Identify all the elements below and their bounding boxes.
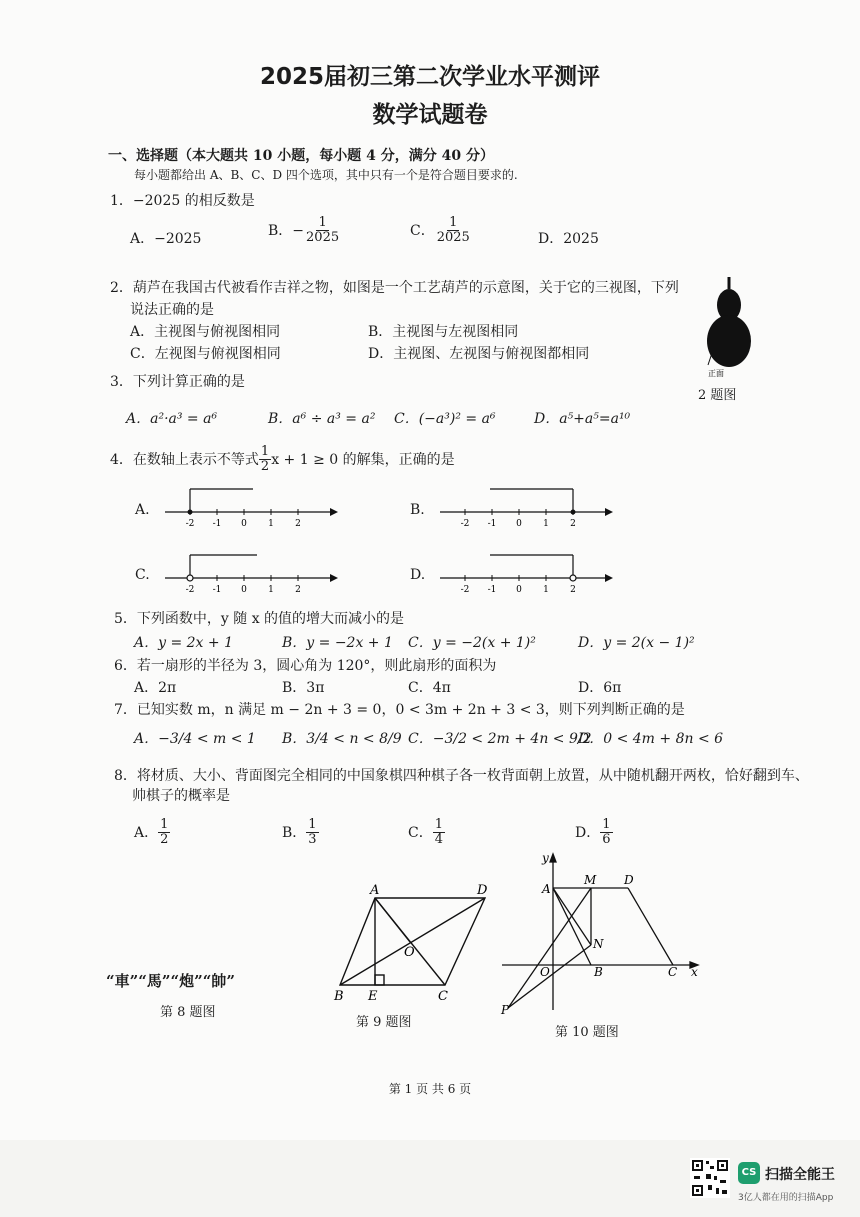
number-line-a: [160, 484, 340, 534]
q7-option-c: C．−3/2 < 2m + 4n < 9/2: [408, 731, 592, 747]
label-o: O: [540, 965, 550, 979]
q2-caption: 2 题图: [698, 388, 737, 403]
q3-option-c: C．(−a³)² = a⁶: [394, 411, 496, 427]
tick-label: 0: [516, 585, 522, 595]
tick-label: -1: [487, 585, 497, 595]
tick-label: 2: [570, 585, 576, 595]
q4-stem: 4．在数轴上表示不等式 $\frac{1}{2}$ x + 1 ≥ 0 的解集，正确的是: [110, 444, 455, 475]
piece-ma: “馬”: [138, 972, 171, 990]
piece-shuai: “帥”: [202, 972, 236, 990]
fig8-caption: 第 8 题图: [160, 1005, 216, 1020]
brand-name: 扫描全能王: [765, 1167, 835, 1183]
tick-label: 1: [543, 519, 549, 529]
front-view-label: 正面: [708, 369, 724, 378]
tick-label: -2: [460, 519, 470, 529]
label-b: B: [594, 965, 603, 979]
q2-option-c: C．左视图与俯视图相同: [130, 346, 281, 362]
tick-label: -2: [185, 585, 195, 595]
q2-option-b: B．主视图与左视图相同: [368, 324, 519, 340]
q6-option-c: C．4π: [408, 680, 451, 696]
q1-option-b: B．− $\frac{1}{2025}$: [268, 215, 340, 246]
gourd-figure: [700, 275, 760, 380]
tick-label: 0: [241, 585, 247, 595]
q6-option-d: D．6π: [578, 680, 622, 696]
q5-stem: 5．下列函数中，y 随 x 的值的增大而减小的是: [114, 611, 405, 627]
tick-label: -2: [185, 519, 195, 529]
tick-label: -1: [487, 519, 497, 529]
q6-option-a: A．2π: [134, 680, 177, 696]
q4-option-c: C.: [135, 567, 150, 583]
qr-code-icon: [690, 1158, 730, 1198]
brand-tagline: 3亿人都在用的扫描App: [738, 1193, 834, 1203]
q2-option-d: D．主视图、左视图与俯视图都相同: [368, 346, 590, 362]
q5-option-c: C．y = −2(x + 1)²: [408, 635, 536, 651]
exam-title: 2025届初三第二次学业水平测评: [259, 64, 600, 90]
fig10-caption: 第 10 题图: [555, 1025, 619, 1040]
q8-stem-line1: 8．将材质、大小、背面图完全相同的中国象棋四种棋子各一枚背面朝上放置，从中随机翻开两枚，恰好翻到车、: [114, 768, 809, 784]
label-e: E: [368, 989, 378, 1004]
q7-option-a: A．−3/4 < m < 1: [134, 731, 256, 747]
q8-option-c: C． $\frac{1}{4}$: [408, 817, 443, 848]
label-o: O: [404, 945, 415, 960]
label-n: N: [593, 937, 604, 951]
q4-option-b: B.: [410, 502, 425, 518]
q2-stem-line2: 说法正确的是: [130, 302, 214, 318]
q7-option-b: B．3/4 < n < 8/9: [282, 731, 402, 747]
tick-label: 0: [241, 519, 247, 529]
chess-pieces: [106, 970, 235, 991]
q8-option-a: A． $\frac{1}{2}$: [134, 817, 169, 848]
number-line-d: [435, 550, 615, 600]
tick-label: 2: [295, 519, 301, 529]
tick-label: 2: [295, 585, 301, 595]
tick-label: 1: [268, 585, 274, 595]
label-b: B: [334, 989, 344, 1004]
tick-label: 0: [516, 519, 522, 529]
label-c: C: [668, 965, 678, 979]
q3-option-b: B．a⁶ ÷ a³ = a²: [268, 411, 376, 427]
q8-option-d: D． $\frac{1}{6}$: [575, 817, 611, 848]
fig9-parallelogram: [330, 880, 500, 1010]
label-c: C: [438, 989, 448, 1004]
q1-option-c: C． $\frac{1}{2025}$: [410, 215, 470, 246]
piece-pao: “炮”: [170, 972, 203, 990]
q6-option-b: B．3π: [282, 680, 325, 696]
label-d: D: [624, 873, 634, 887]
q8-option-b: B． $\frac{1}{3}$: [282, 817, 317, 848]
q1-option-a: A．−2025: [130, 231, 202, 247]
label-m: M: [584, 873, 597, 887]
q7-option-d: D．0 < 4m + 8n < 6: [578, 731, 724, 747]
label-y: y: [542, 851, 549, 865]
label-p: P: [501, 1003, 510, 1017]
q3-option-d: D．a⁵+a⁵=a¹⁰: [534, 411, 631, 427]
tick-label: 1: [268, 519, 274, 529]
q4-option-a: A.: [135, 502, 150, 518]
camscanner-logo-icon: CS: [738, 1162, 760, 1184]
q2-option-a: A．主视图与俯视图相同: [130, 324, 281, 340]
q3-stem: 3．下列计算正确的是: [110, 374, 245, 390]
label-x: x: [691, 965, 698, 979]
q4-option-d: D.: [410, 567, 426, 583]
q2-stem-line1: 2．葫芦在我国古代被看作吉祥之物，如图是一个工艺葫芦的示意图，关于它的三视图，下列: [110, 280, 679, 296]
q6-stem: 6．若一扇形的半径为 3，圆心角为 120°，则此扇形的面积为: [114, 658, 497, 674]
section-heading: 一、选择题（本大题共 10 小题，每小题 4 分，满分 40 分）: [108, 148, 494, 164]
label-a: A: [542, 882, 551, 896]
fig9-caption: 第 9 题图: [356, 1015, 412, 1030]
page-number: 第 1 页 共 6 页: [388, 1082, 472, 1096]
tick-label: 1: [543, 585, 549, 595]
q1-option-d: D．2025: [538, 231, 599, 247]
number-line-b: [435, 484, 615, 534]
tick-label: 2: [570, 519, 576, 529]
q5-option-b: B．y = −2x + 1: [282, 635, 393, 651]
q1-stem: 1．−2025 的相反数是: [110, 193, 255, 209]
number-line-c: [160, 550, 340, 600]
tick-label: -1: [212, 585, 222, 595]
section-note: 每小题都给出 A、B、C、D 四个选项，其中只有一个是符合题目要求的.: [134, 168, 518, 182]
tick-label: -2: [460, 585, 470, 595]
q5-option-a: A．y = 2x + 1: [134, 635, 233, 651]
fig10-coordinate: [498, 850, 718, 1020]
tick-label: -1: [212, 519, 222, 529]
q3-option-a: A．a²·a³ = a⁶: [126, 411, 218, 427]
exam-subtitle: 数学试题卷: [372, 102, 488, 128]
q5-option-d: D．y = 2(x − 1)²: [578, 635, 695, 651]
label-d: D: [477, 883, 488, 898]
q7-stem: 7．已知实数 m，n 满足 m − 2n + 3 = 0，0 < 3m + 2n + 3 < 3，则下列判断正确的是: [114, 702, 685, 718]
piece-che: “車”: [106, 972, 139, 990]
q8-stem-line2: 帅棋子的概率是: [132, 788, 230, 804]
label-a: A: [370, 883, 380, 898]
